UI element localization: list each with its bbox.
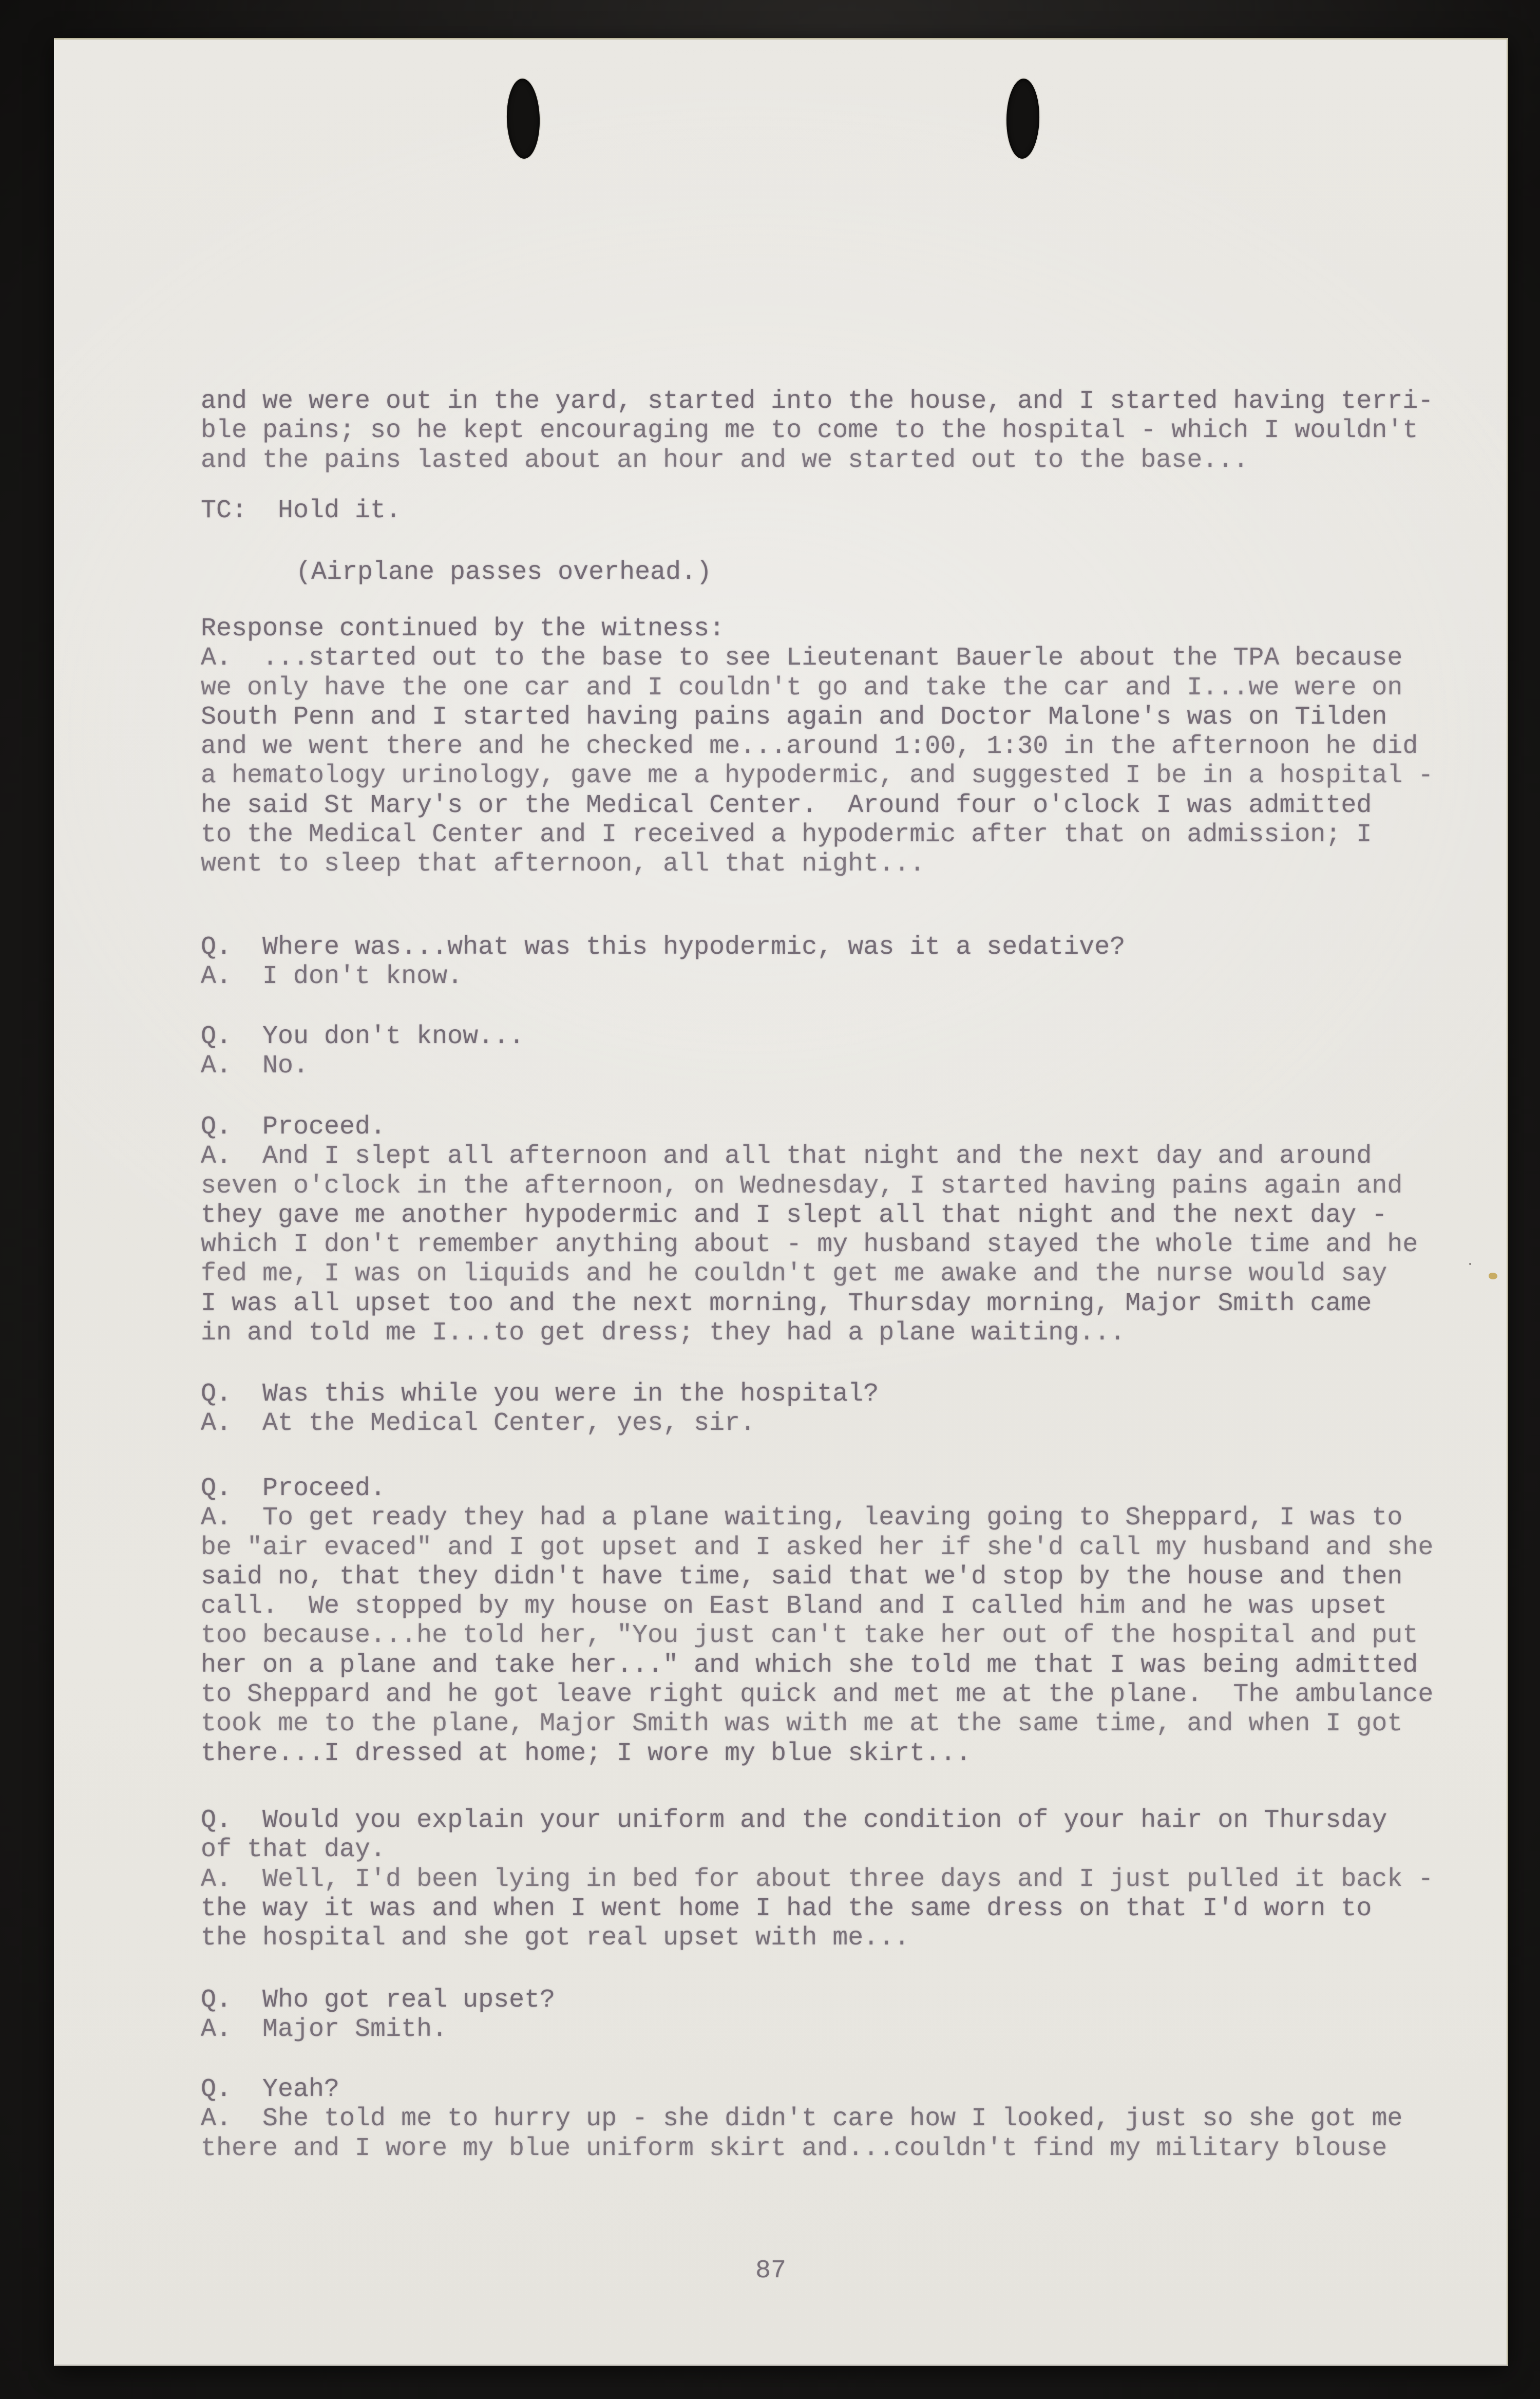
- transcript-line: of that day.: [201, 1835, 386, 1865]
- transcript-block-paragraph: [201, 614, 1433, 879]
- transcript-line: Q. Was this while you were in the hospital?: [201, 1380, 879, 1409]
- page-number: 87: [755, 2256, 786, 2285]
- paper-speck: [1489, 1273, 1497, 1279]
- transcript-line: went to sleep that afternoon, all that night...: [201, 849, 925, 879]
- transcript-block-qa: [201, 1022, 524, 1081]
- transcript-text: [54, 40, 1507, 2365]
- transcript-block-qa: [201, 1380, 879, 1439]
- transcript-line: Q. Would you explain your uniform and the condition of your hair on Thursday: [201, 1806, 1387, 1835]
- document-page: [54, 38, 1508, 2366]
- transcript-block-qa: [201, 1806, 1433, 1953]
- paper-dust-dot: [1469, 1263, 1471, 1265]
- transcript-line: we only have the one car and I couldn't go and take the car and I...we were on: [201, 673, 1403, 703]
- transcript-line: Q. Yeah?: [201, 2075, 340, 2104]
- transcript-line: (Airplane passes overhead.): [296, 558, 712, 587]
- transcript-line: seven o'clock in the afternoon, on Wednesday, I started having pains again and: [201, 1171, 1403, 1201]
- transcript-line: Q. Proceed.: [201, 1474, 386, 1503]
- transcript-line: and we were out in the yard, started into the house, and I started having terri-: [201, 387, 1434, 416]
- transcript-line: to Sheppard and he got leave right quick and met me at the plane. The ambulance: [201, 1680, 1434, 1710]
- transcript-line: Q. Proceed.: [201, 1112, 386, 1142]
- transcript-line: I was all upset too and the next morning, Thursday morning, Major Smith came: [201, 1289, 1372, 1318]
- transcript-line: Response continued by the witness:: [201, 614, 725, 644]
- transcript-line: which I don't remember anything about - my husband stayed the whole time and he: [201, 1230, 1418, 1260]
- transcript-block-speaker: [201, 496, 401, 525]
- transcript-line: they gave me another hypodermic and I slept all that night and the next day -: [201, 1200, 1387, 1230]
- transcript-line: and we went there and he checked me...around 1:00, 1:30 in the afternoon he did: [201, 732, 1418, 762]
- transcript-line: the hospital and she got real upset with me...: [201, 1923, 910, 1953]
- transcript-line: A. At the Medical Center, yes, sir.: [201, 1409, 756, 1439]
- transcript-line: A. Well, I'd been lying in bed for about three days and I just pulled it back -: [201, 1864, 1434, 1894]
- transcript-line: A. I don't know.: [201, 962, 463, 992]
- transcript-line: said no, that they didn't have time, said that we'd stop by the house and then: [201, 1562, 1403, 1592]
- transcript-line: A. Major Smith.: [201, 2015, 448, 2045]
- transcript-line: A. ...started out to the base to see Lieutenant Bauerle about the TPA because: [201, 644, 1403, 673]
- transcript-block-qa: [201, 1474, 1433, 1768]
- transcript-line: A. And I slept all afternoon and all that night and the next day and around: [201, 1142, 1372, 1172]
- transcript-block-paragraph: [201, 387, 1433, 475]
- transcript-line: he said St Mary's or the Medical Center. Around four o'clock I was admitted: [201, 790, 1372, 820]
- transcript-line: TC: Hold it.: [201, 496, 402, 525]
- transcript-line: too because...he told her, "You just can't take her out of the hospital and put: [201, 1621, 1418, 1651]
- transcript-line: the way it was and when I went home I had the same dress on that I'd worn to: [201, 1894, 1372, 1923]
- transcript-line: ble pains; so he kept encouraging me to come to the hospital - which I wouldn't: [201, 416, 1418, 446]
- transcript-line: call. We stopped by my house on East Bland and I called him and he was upset: [201, 1592, 1387, 1621]
- transcript-line: and the pains lasted about an hour and we started out to the base...: [201, 445, 1249, 475]
- transcript-block-qa: [201, 1112, 1418, 1348]
- transcript-line: a hematology urinology, gave me a hypodermic, and suggested I be in a hospital -: [201, 761, 1434, 791]
- transcript-block-qa: [201, 2075, 1402, 2163]
- transcript-line: Q. You don't know...: [201, 1022, 525, 1051]
- transcript-line: South Penn and I started having pains again and Doctor Malone's was on Tilden: [201, 702, 1387, 732]
- transcript-block-stage-direction: [296, 558, 712, 587]
- transcript-line: A. She told me to hurry up - she didn't care how I looked, just so she got me: [201, 2104, 1403, 2134]
- transcript-line: fed me, I was on liquids and he couldn't get me awake and the nurse would say: [201, 1259, 1387, 1289]
- transcript-line: to the Medical Center and I received a hypodermic after that on admission; I: [201, 820, 1372, 850]
- transcript-line: Q. Where was...what was this hypodermic, was it a sedative?: [201, 933, 1126, 962]
- transcript-line: took me to the plane, Major Smith was with me at the same time, and when I got: [201, 1709, 1403, 1739]
- transcript-block-qa: [201, 1986, 555, 2045]
- transcript-line: A. No.: [201, 1051, 309, 1081]
- transcript-line: Q. Who got real upset?: [201, 1986, 556, 2015]
- transcript-line: there and I wore my blue uniform skirt and...couldn't find my military blouse: [201, 2133, 1387, 2163]
- transcript-line: in and told me I...to get dress; they had a plane waiting...: [201, 1318, 1126, 1348]
- transcript-line: A. To get ready they had a plane waiting, leaving going to Sheppard, I was to: [201, 1503, 1403, 1533]
- transcript-block-qa: [201, 933, 1125, 992]
- transcript-line: be "air evaced" and I got upset and I asked her if she'd call my husband and she: [201, 1533, 1434, 1562]
- transcript-line: her on a plane and take her..." and which she told me that I was being admitted: [201, 1650, 1418, 1680]
- transcript-line: there...I dressed at home; I wore my blue skirt...: [201, 1739, 972, 1768]
